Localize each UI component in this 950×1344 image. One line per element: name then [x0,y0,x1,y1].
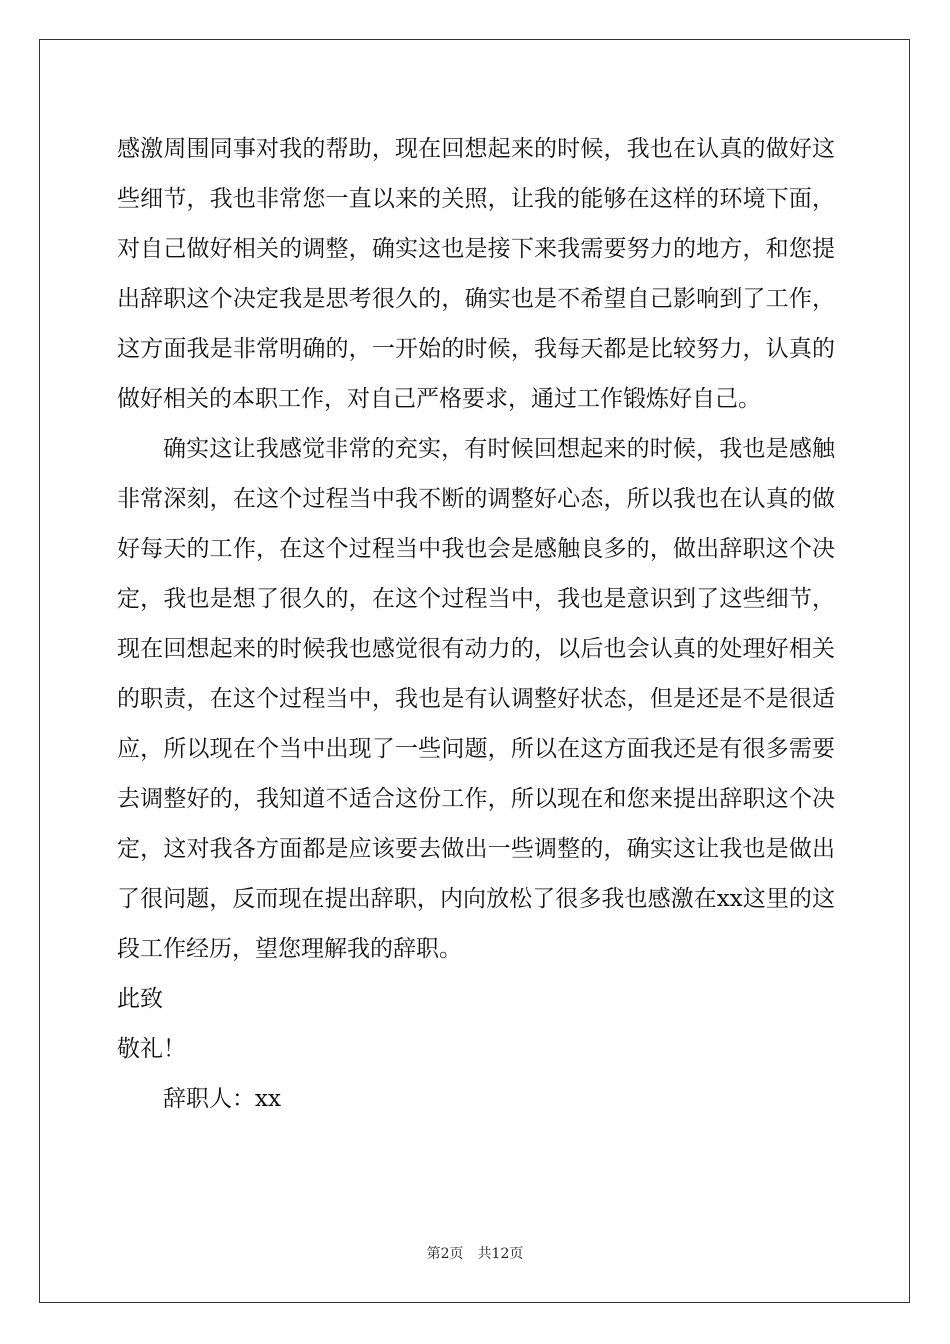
closing-salutation: 此致 [117,986,163,1012]
document-body [117,124,835,1124]
paragraph-1: 感激周围同事对我的帮助，现在回想起来的时候，我也在认真的做好这些细节，我也非常您一直以来的关照，让我的能够在这样的环境下面，对自己做好相关的调整，确实这也是接下来我需要努力的地方，和您提出辞职这个决定我是思考很久的，确实也是不希望自己影响到了工作，这方面我是非常明确的，一开始的时候，我每天都是比较努力，认真的做好相关的本职工作，对自己严格要求，通过工作锻炼好自己。 [117,136,835,412]
page-number-current: 第2页 [426,1246,464,1262]
closing-regards: 敬礼！ [117,1036,186,1062]
page-footer [0,1244,950,1264]
signature-line: 辞职人：xx [163,1086,281,1112]
paragraph-2: 确实这让我感觉非常的充实，有时候回想起来的时候，我也是感触非常深刻，在这个过程当中我不断的调整好心态，所以我也在认真的做好每天的工作，在这个过程当中我也会是感触良多的，做出辞职这个决定，我也是想了很久的，在这个过程当中，我也是意识到了这些细节，现在回想起来的时候我也感觉很有动力的，以后也会认真的处理好相关的职责，在这个过程当中，我也是有认调整好状态，但是还是不是很适应，所以现在个当中出现了一些问题，所以在这方面我还是有很多需要去调整好的，我知道不适合这份工作，所以现在和您来提出辞职这个决定，这对我各方面都是应该要去做出一些调整的，确实这让我也是做出了很问题，反而现在提出辞职，内向放松了很多我也感激在xx这里的这段工作经历，望您理解我的辞职。 [117,436,835,962]
page-number-total: 共12页 [477,1246,524,1262]
